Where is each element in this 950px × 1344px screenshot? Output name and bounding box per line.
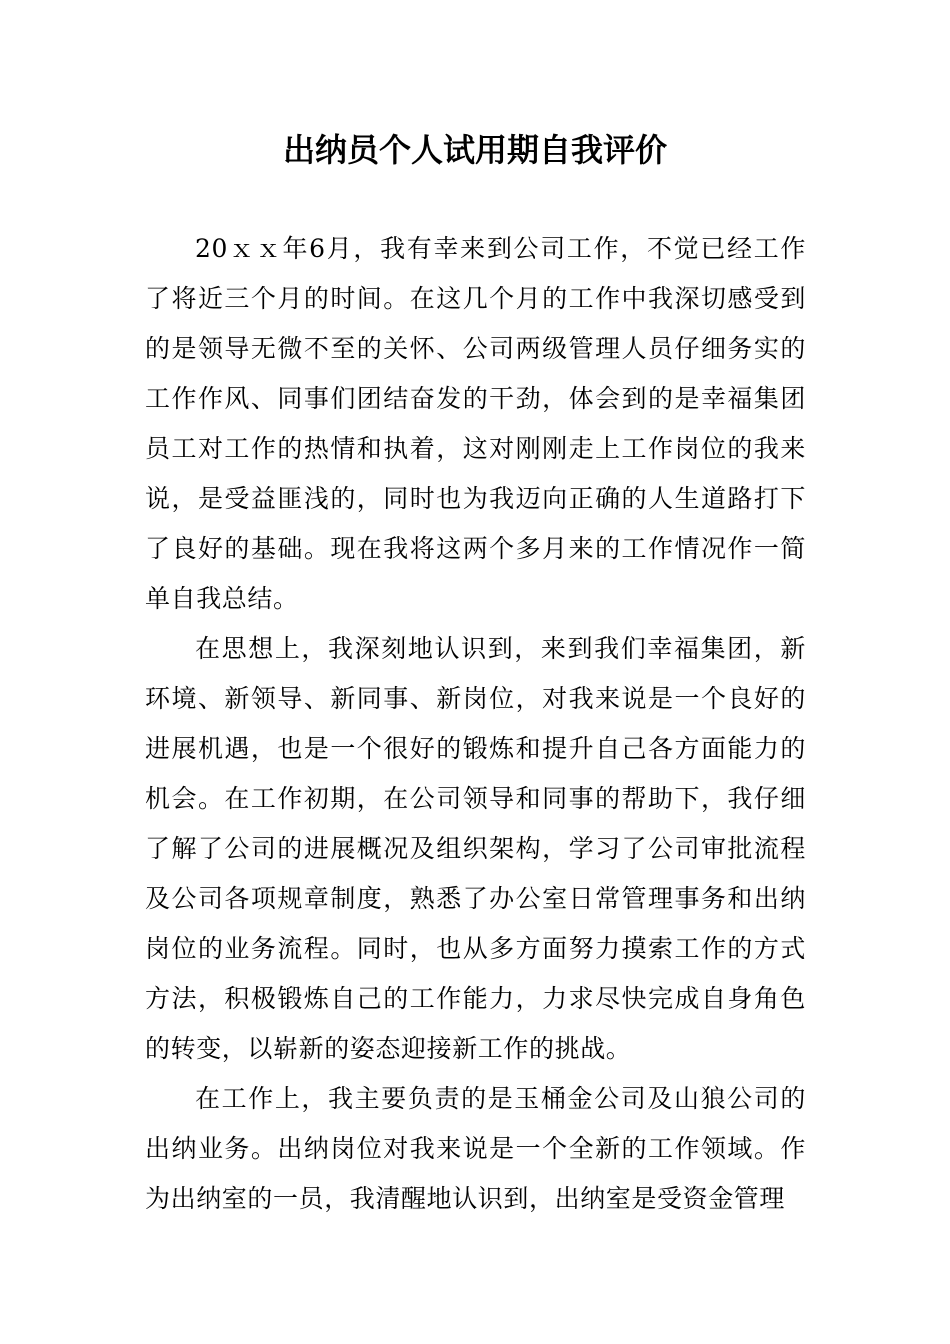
document-body (145, 224, 806, 1224)
paragraph-2: 在思想上，我深刻地认识到，来到我们幸福集团，新环境、新领导、新同事、新岗位，对我来说是一个良好的进展机遇，也是一个很好的锻炼和提升自己各方面能力的机会。在工作初期，在公司领导和同事的帮助下，我仔细了解了公司的进展概况及组织架构，学习了公司审批流程及公司各项规章制度，熟悉了办公室日常管理事务和出纳岗位的业务流程。同时，也从多方面努力摸索工作的方式方法，积极锻炼自己的工作能力，力求尽快完成自身角色的转变，以崭新的姿态迎接新工作的挑战。 (145, 634, 806, 1063)
paragraph-1: 20ｘｘ年6月，我有幸来到公司工作，不觉已经工作了将近三个月的时间。在这几个月的工作中我深切感受到的是领导无微不至的关怀、公司两级管理人员仔细务实的工作作风、同事们团结奋发的干劲，体会到的是幸福集团员工对工作的热情和执着，这对刚刚走上工作岗位的我来说，是受益匪浅的，同时也为我迈向正确的人生道路打下了良好的基础。现在我将这两个多月来的工作情况作一简单自我总结。 (145, 234, 806, 613)
document-title: 出纳员个人试用期自我评价 (282, 131, 667, 169)
paragraph-3: 在工作上，我主要负责的是玉桶金公司及山狼公司的出纳业务。出纳岗位对我来说是一个全新的工作领域。作为出纳室的一员，我清醒地认识到，出纳室是受资金管理 (145, 1084, 806, 1213)
